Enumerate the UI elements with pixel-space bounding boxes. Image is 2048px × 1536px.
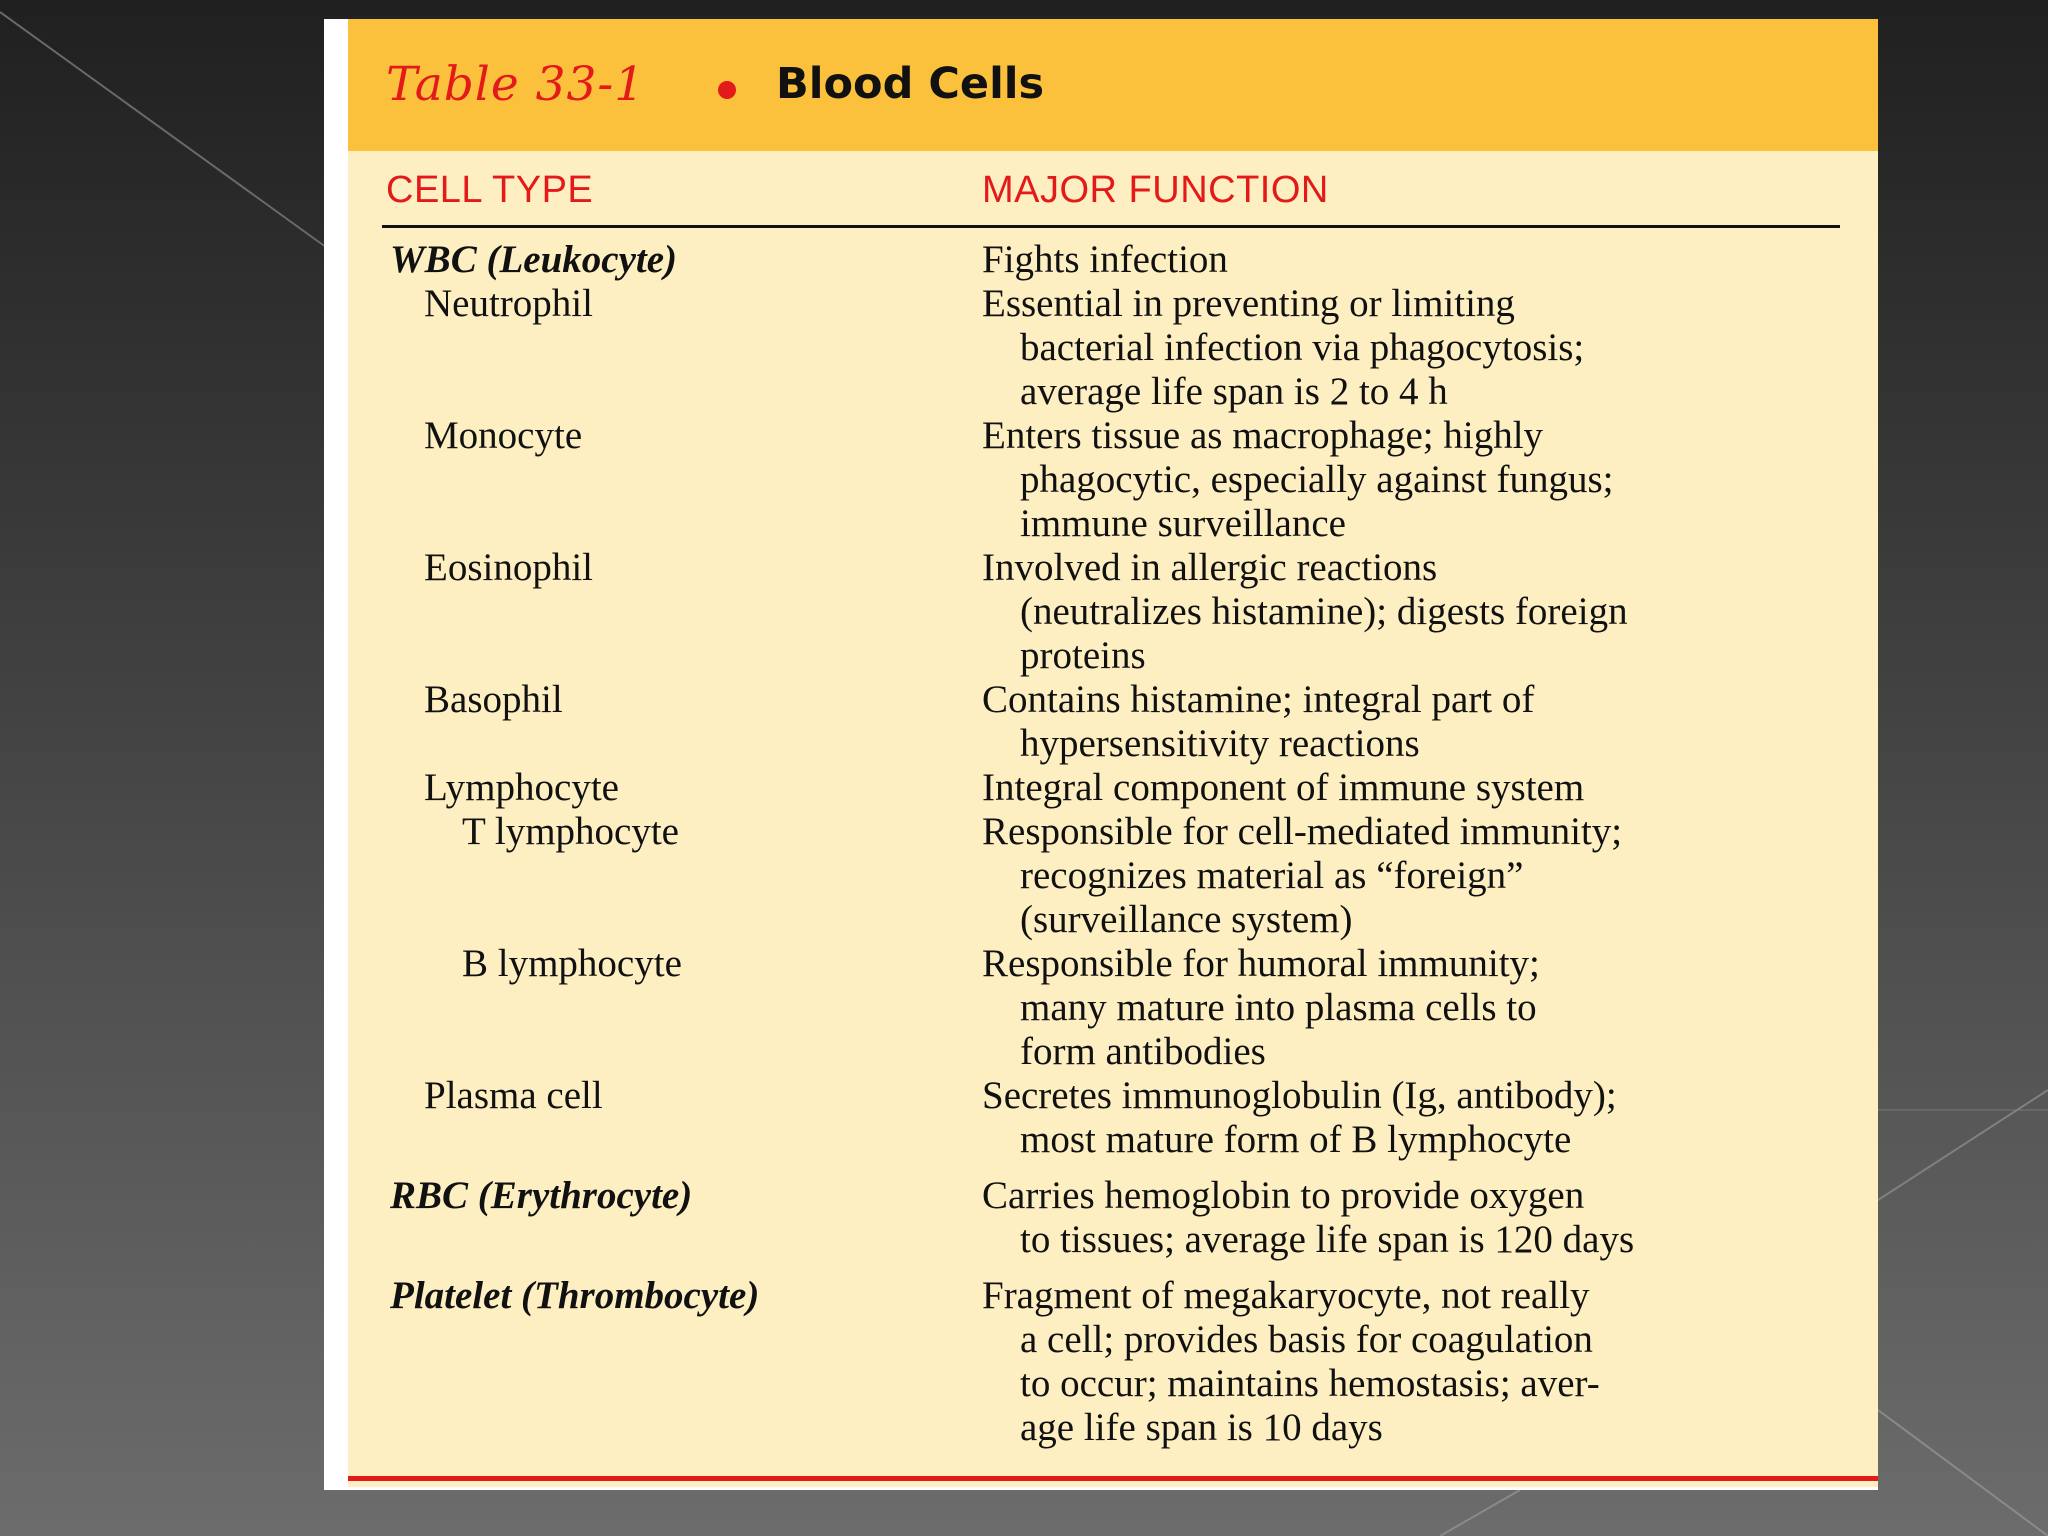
table-row — [348, 282, 1878, 414]
function-line: immune surveillance — [1020, 502, 1346, 545]
function-line: hypersensitivity reactions — [1020, 722, 1420, 765]
function-line: Essential in preventing or limiting — [982, 282, 1515, 325]
major-function — [982, 942, 1878, 1074]
major-function — [982, 810, 1878, 942]
table-row — [348, 414, 1878, 546]
header-divider — [382, 225, 1840, 228]
cell-type-name: Lymphocyte — [424, 766, 619, 809]
function-line: Contains histamine; integral part of — [982, 678, 1535, 721]
function-line: Involved in allergic reactions — [982, 546, 1438, 589]
cell-type-name: T lymphocyte — [462, 810, 679, 853]
table-row — [348, 546, 1878, 678]
table-body — [348, 238, 1878, 1450]
table-label: Table 33-1 — [386, 57, 646, 112]
function-line: (surveillance system) — [1020, 898, 1353, 941]
major-function — [982, 546, 1878, 678]
bullet-dot-icon — [718, 81, 736, 99]
major-function — [982, 414, 1878, 546]
table-row — [348, 678, 1878, 766]
function-line: proteins — [1020, 634, 1146, 677]
function-line: a cell; provides basis for coagulation — [1020, 1318, 1593, 1361]
cell-type-name: Neutrophil — [424, 282, 593, 325]
table-row — [348, 1174, 1878, 1262]
cell-type-name: Monocyte — [424, 414, 583, 457]
function-line: bacterial infection via phagocytosis; — [1020, 326, 1585, 369]
major-function — [982, 238, 1878, 282]
cell-type-name: RBC (Erythrocyte) — [390, 1174, 693, 1217]
function-line: phagocytic, especially against fungus; — [1020, 458, 1614, 501]
major-function — [982, 678, 1878, 766]
function-line: average life span is 2 to 4 h — [1020, 370, 1448, 413]
cell-type-name: Plasma cell — [424, 1074, 603, 1117]
function-line: Enters tissue as macrophage; highly — [982, 414, 1544, 457]
cell-type-name: Basophil — [424, 678, 563, 721]
table-title-bar — [348, 19, 1878, 151]
function-line: Responsible for humoral immunity; — [982, 942, 1540, 985]
cell-type-name: WBC (Leukocyte) — [390, 238, 678, 281]
table-row — [348, 1074, 1878, 1162]
column-header-cell-type: CELL TYPE — [386, 169, 594, 211]
function-line: form antibodies — [1020, 1030, 1266, 1073]
major-function — [982, 282, 1878, 414]
function-line: many mature into plasma cells to — [1020, 986, 1537, 1029]
major-function — [982, 1274, 1878, 1450]
function-line: to occur; maintains hemostasis; aver- — [1020, 1362, 1600, 1405]
function-line: age life span is 10 days — [1020, 1406, 1383, 1449]
function-line: (neutralizes histamine); digests foreign — [1020, 590, 1628, 633]
table-title: Blood Cells — [776, 59, 1045, 109]
function-line: recognizes material as “foreign” — [1020, 854, 1524, 897]
function-line: Fights infection — [982, 238, 1228, 281]
function-line: to tissues; average life span is 120 days — [1020, 1218, 1635, 1261]
cell-type-name: B lymphocyte — [462, 942, 682, 985]
function-line: Responsible for cell-mediated immunity; — [982, 810, 1623, 853]
table-row — [348, 810, 1878, 942]
table-bottom-rule — [348, 1476, 1878, 1481]
table-row — [348, 766, 1878, 810]
function-line: Fragment of megakaryocyte, not really — [982, 1274, 1590, 1317]
cell-type-name: Eosinophil — [424, 546, 594, 589]
function-line: most mature form of B lymphocyte — [1020, 1118, 1572, 1161]
column-header-major-function: MAJOR FUNCTION — [982, 169, 1329, 211]
major-function — [982, 1174, 1878, 1262]
function-line: Secretes immunoglobulin (Ig, antibody); — [982, 1074, 1617, 1117]
table-row — [348, 1274, 1878, 1450]
function-line: Carries hemoglobin to provide oxygen — [982, 1174, 1585, 1217]
blood-cells-table — [348, 19, 1878, 1487]
major-function — [982, 766, 1878, 810]
table-row — [348, 942, 1878, 1074]
table-row — [348, 238, 1878, 282]
major-function — [982, 1074, 1878, 1162]
function-line: Integral component of immune system — [982, 766, 1585, 809]
cell-type-name: Platelet (Thrombocyte) — [390, 1274, 760, 1317]
